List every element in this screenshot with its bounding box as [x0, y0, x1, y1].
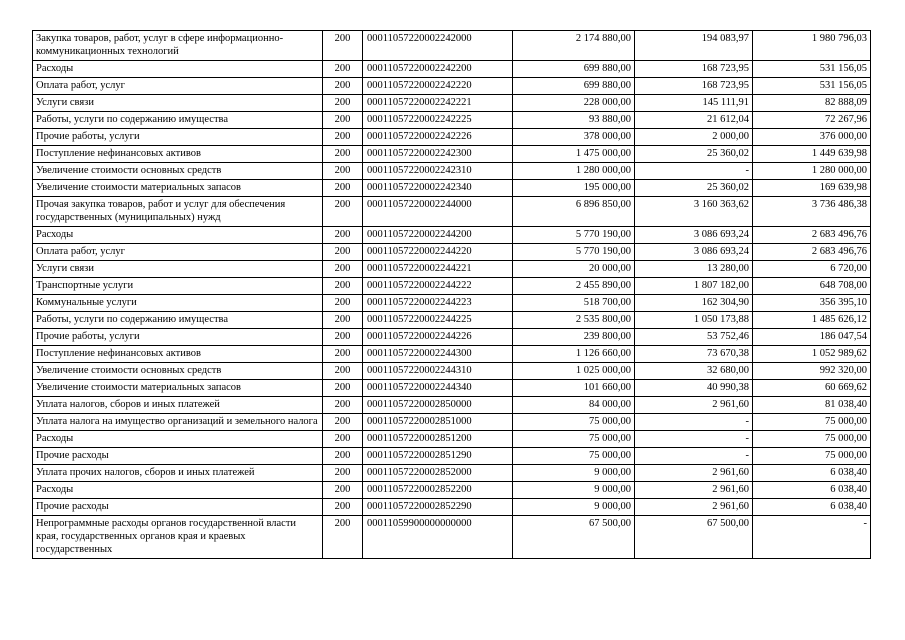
approved-amount: 228 000,00: [513, 95, 635, 112]
table-row: [33, 227, 871, 244]
expense-item-name: Коммунальные услуги: [33, 295, 323, 312]
line-code: 200: [323, 295, 363, 312]
line-code: 200: [323, 180, 363, 197]
approved-amount: 6 896 850,00: [513, 197, 635, 227]
line-code: 200: [323, 261, 363, 278]
line-code: 200: [323, 95, 363, 112]
executed-amount: 1 807 182,00: [635, 278, 753, 295]
expense-item-name: Прочие работы, услуги: [33, 329, 323, 346]
table-row: [33, 61, 871, 78]
budget-classification-code: 00011057220002244340: [363, 380, 513, 397]
table-row: [33, 346, 871, 363]
approved-amount: 5 770 190,00: [513, 227, 635, 244]
unexecuted-amount: 60 669,62: [753, 380, 871, 397]
table-row: [33, 295, 871, 312]
unexecuted-amount: 3 736 486,38: [753, 197, 871, 227]
expense-item-name: Расходы: [33, 61, 323, 78]
approved-amount: 518 700,00: [513, 295, 635, 312]
line-code: 200: [323, 278, 363, 295]
budget-classification-code: 00011057220002244000: [363, 197, 513, 227]
line-code: 200: [323, 363, 363, 380]
budget-classification-code: 00011057220002851200: [363, 431, 513, 448]
unexecuted-amount: 376 000,00: [753, 129, 871, 146]
table-row: [33, 180, 871, 197]
budget-classification-code: 00011057220002244310: [363, 363, 513, 380]
budget-classification-code: 00011057220002242200: [363, 61, 513, 78]
executed-amount: 73 670,38: [635, 346, 753, 363]
table-row: [33, 244, 871, 261]
unexecuted-amount: 531 156,05: [753, 61, 871, 78]
expense-item-name: Оплата работ, услуг: [33, 244, 323, 261]
line-code: 200: [323, 516, 363, 559]
expense-item-name: Расходы: [33, 482, 323, 499]
budget-classification-code: 00011059900000000000: [363, 516, 513, 559]
approved-amount: 1 025 000,00: [513, 363, 635, 380]
unexecuted-amount: 81 038,40: [753, 397, 871, 414]
expense-item-name: Прочие расходы: [33, 448, 323, 465]
executed-amount: 53 752,46: [635, 329, 753, 346]
expense-item-name: Услуги связи: [33, 95, 323, 112]
approved-amount: 93 880,00: [513, 112, 635, 129]
expense-item-name: Увеличение стоимости основных средств: [33, 363, 323, 380]
executed-amount: 25 360,02: [635, 146, 753, 163]
line-code: 200: [323, 163, 363, 180]
budget-classification-code: 00011057220002851290: [363, 448, 513, 465]
table-row: [33, 448, 871, 465]
unexecuted-amount: 1 485 626,12: [753, 312, 871, 329]
expense-item-name: Уплата прочих налогов, сборов и иных платежей: [33, 465, 323, 482]
expense-item-name: Увеличение стоимости материальных запасов: [33, 380, 323, 397]
expense-table: [32, 30, 871, 559]
approved-amount: 1 126 660,00: [513, 346, 635, 363]
executed-amount: 162 304,90: [635, 295, 753, 312]
table-row: [33, 431, 871, 448]
executed-amount: 40 990,38: [635, 380, 753, 397]
budget-classification-code: 00011057220002244300: [363, 346, 513, 363]
table-row: [33, 31, 871, 61]
executed-amount: 21 612,04: [635, 112, 753, 129]
line-code: 200: [323, 448, 363, 465]
unexecuted-amount: 82 888,09: [753, 95, 871, 112]
expense-item-name: Прочие расходы: [33, 499, 323, 516]
approved-amount: 239 800,00: [513, 329, 635, 346]
executed-amount: 3 086 693,24: [635, 244, 753, 261]
budget-classification-code: 00011057220002850000: [363, 397, 513, 414]
executed-amount: -: [635, 414, 753, 431]
budget-classification-code: 00011057220002851000: [363, 414, 513, 431]
line-code: 200: [323, 329, 363, 346]
executed-amount: 168 723,95: [635, 61, 753, 78]
line-code: 200: [323, 78, 363, 95]
unexecuted-amount: 75 000,00: [753, 414, 871, 431]
budget-classification-code: 00011057220002244221: [363, 261, 513, 278]
executed-amount: -: [635, 448, 753, 465]
approved-amount: 9 000,00: [513, 499, 635, 516]
table-row: [33, 482, 871, 499]
executed-amount: 3 086 693,24: [635, 227, 753, 244]
approved-amount: 2 174 880,00: [513, 31, 635, 61]
line-code: 200: [323, 397, 363, 414]
expense-item-name: Транспортные услуги: [33, 278, 323, 295]
unexecuted-amount: 6 038,40: [753, 465, 871, 482]
expense-item-name: Прочие работы, услуги: [33, 129, 323, 146]
unexecuted-amount: 2 683 496,76: [753, 227, 871, 244]
executed-amount: 168 723,95: [635, 78, 753, 95]
executed-amount: 2 961,60: [635, 482, 753, 499]
budget-classification-code: 00011057220002242310: [363, 163, 513, 180]
budget-classification-code: 00011057220002242000: [363, 31, 513, 61]
approved-amount: 20 000,00: [513, 261, 635, 278]
unexecuted-amount: 75 000,00: [753, 448, 871, 465]
unexecuted-amount: 1 280 000,00: [753, 163, 871, 180]
approved-amount: 84 000,00: [513, 397, 635, 414]
table-row: [33, 312, 871, 329]
approved-amount: 1 475 000,00: [513, 146, 635, 163]
unexecuted-amount: 1 980 796,03: [753, 31, 871, 61]
budget-classification-code: 00011057220002852000: [363, 465, 513, 482]
unexecuted-amount: 6 038,40: [753, 482, 871, 499]
table-row: [33, 197, 871, 227]
executed-amount: 13 280,00: [635, 261, 753, 278]
expense-item-name: Уплата налога на имущество организаций и земельного налога: [33, 414, 323, 431]
unexecuted-amount: 2 683 496,76: [753, 244, 871, 261]
budget-classification-code: 00011057220002244225: [363, 312, 513, 329]
unexecuted-amount: 356 395,10: [753, 295, 871, 312]
approved-amount: 75 000,00: [513, 431, 635, 448]
expense-item-name: Закупка товаров, работ, услуг в сфере информационно-коммуникационных технологий: [33, 31, 323, 61]
table-row: [33, 278, 871, 295]
expense-item-name: Поступление нефинансовых активов: [33, 346, 323, 363]
line-code: 200: [323, 312, 363, 329]
expense-item-name: Услуги связи: [33, 261, 323, 278]
unexecuted-amount: 75 000,00: [753, 431, 871, 448]
approved-amount: 699 880,00: [513, 78, 635, 95]
line-code: 200: [323, 346, 363, 363]
line-code: 200: [323, 129, 363, 146]
executed-amount: 2 961,60: [635, 499, 753, 516]
expense-item-name: Работы, услуги по содержанию имущества: [33, 112, 323, 129]
budget-classification-code: 00011057220002852200: [363, 482, 513, 499]
expense-item-name: Увеличение стоимости материальных запасов: [33, 180, 323, 197]
unexecuted-amount: -: [753, 516, 871, 559]
expense-item-name: Увеличение стоимости основных средств: [33, 163, 323, 180]
budget-classification-code: 00011057220002242225: [363, 112, 513, 129]
executed-amount: 3 160 363,62: [635, 197, 753, 227]
budget-classification-code: 00011057220002242300: [363, 146, 513, 163]
approved-amount: 2 455 890,00: [513, 278, 635, 295]
table-row: [33, 112, 871, 129]
expense-item-name: Расходы: [33, 227, 323, 244]
line-code: 200: [323, 197, 363, 227]
approved-amount: 5 770 190,00: [513, 244, 635, 261]
executed-amount: 2 000,00: [635, 129, 753, 146]
approved-amount: 1 280 000,00: [513, 163, 635, 180]
table-row: [33, 380, 871, 397]
expense-item-name: Непрограммные расходы органов государственной власти края, государственных органов края и краевых государственных: [33, 516, 323, 559]
executed-amount: -: [635, 163, 753, 180]
line-code: 200: [323, 431, 363, 448]
table-row: [33, 261, 871, 278]
table-row: [33, 329, 871, 346]
executed-amount: 1 050 173,88: [635, 312, 753, 329]
table-row: [33, 414, 871, 431]
table-row: [33, 95, 871, 112]
table-row: [33, 499, 871, 516]
executed-amount: 145 111,91: [635, 95, 753, 112]
table-row: [33, 146, 871, 163]
approved-amount: 101 660,00: [513, 380, 635, 397]
unexecuted-amount: 6 038,40: [753, 499, 871, 516]
budget-classification-code: 00011057220002242221: [363, 95, 513, 112]
budget-classification-code: 00011057220002242226: [363, 129, 513, 146]
line-code: 200: [323, 31, 363, 61]
approved-amount: 9 000,00: [513, 482, 635, 499]
table-body: [33, 31, 871, 559]
expense-item-name: Расходы: [33, 431, 323, 448]
executed-amount: 25 360,02: [635, 180, 753, 197]
table-row: [33, 163, 871, 180]
budget-classification-code: 00011057220002244223: [363, 295, 513, 312]
approved-amount: 75 000,00: [513, 448, 635, 465]
executed-amount: 67 500,00: [635, 516, 753, 559]
unexecuted-amount: 1 052 989,62: [753, 346, 871, 363]
budget-classification-code: 00011057220002244226: [363, 329, 513, 346]
line-code: 200: [323, 61, 363, 78]
budget-classification-code: 00011057220002244220: [363, 244, 513, 261]
table-row: [33, 78, 871, 95]
line-code: 200: [323, 414, 363, 431]
budget-classification-code: 00011057220002852290: [363, 499, 513, 516]
executed-amount: 2 961,60: [635, 465, 753, 482]
unexecuted-amount: 648 708,00: [753, 278, 871, 295]
executed-amount: 194 083,97: [635, 31, 753, 61]
line-code: 200: [323, 227, 363, 244]
approved-amount: 75 000,00: [513, 414, 635, 431]
line-code: 200: [323, 482, 363, 499]
unexecuted-amount: 992 320,00: [753, 363, 871, 380]
budget-classification-code: 00011057220002242340: [363, 180, 513, 197]
approved-amount: 67 500,00: [513, 516, 635, 559]
executed-amount: 32 680,00: [635, 363, 753, 380]
line-code: 200: [323, 499, 363, 516]
table-row: [33, 465, 871, 482]
unexecuted-amount: 531 156,05: [753, 78, 871, 95]
approved-amount: 378 000,00: [513, 129, 635, 146]
unexecuted-amount: 1 449 639,98: [753, 146, 871, 163]
approved-amount: 2 535 800,00: [513, 312, 635, 329]
line-code: 200: [323, 112, 363, 129]
budget-classification-code: 00011057220002244222: [363, 278, 513, 295]
budget-classification-code: 00011057220002244200: [363, 227, 513, 244]
unexecuted-amount: 6 720,00: [753, 261, 871, 278]
approved-amount: 9 000,00: [513, 465, 635, 482]
expense-item-name: Уплата налогов, сборов и иных платежей: [33, 397, 323, 414]
approved-amount: 699 880,00: [513, 61, 635, 78]
expense-item-name: Работы, услуги по содержанию имущества: [33, 312, 323, 329]
budget-classification-code: 00011057220002242220: [363, 78, 513, 95]
unexecuted-amount: 186 047,54: [753, 329, 871, 346]
line-code: 200: [323, 146, 363, 163]
unexecuted-amount: 169 639,98: [753, 180, 871, 197]
expense-item-name: Поступление нефинансовых активов: [33, 146, 323, 163]
table-row: [33, 516, 871, 559]
executed-amount: -: [635, 431, 753, 448]
table-row: [33, 363, 871, 380]
unexecuted-amount: 72 267,96: [753, 112, 871, 129]
line-code: 200: [323, 380, 363, 397]
line-code: 200: [323, 465, 363, 482]
expense-item-name: Прочая закупка товаров, работ и услуг для обеспечения государственных (муниципальных) нужд: [33, 197, 323, 227]
table-row: [33, 397, 871, 414]
table-row: [33, 129, 871, 146]
approved-amount: 195 000,00: [513, 180, 635, 197]
executed-amount: 2 961,60: [635, 397, 753, 414]
expense-item-name: Оплата работ, услуг: [33, 78, 323, 95]
line-code: 200: [323, 244, 363, 261]
